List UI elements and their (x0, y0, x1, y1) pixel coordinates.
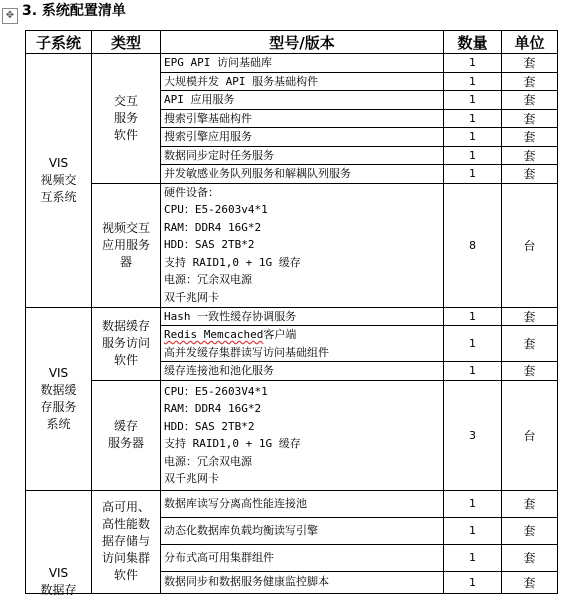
qty-cell: 1 (444, 128, 502, 147)
model-cell: 数据库读写分离高性能连接池 (161, 490, 444, 517)
unit-cell: 台 (502, 380, 558, 490)
model-line: 高并发缓存集群读写访问基础组件 (164, 345, 329, 359)
unit-cell: 套 (502, 54, 558, 73)
model-text-redis: Redis Memcached (164, 328, 264, 341)
model-cell: 搜索引擎应用服务 (161, 128, 444, 147)
unit-cell: 套 (502, 571, 558, 593)
model-cell: 分布式高可用集群组件 (161, 544, 444, 571)
type-cell-ha-storage-software: 高可用、 高性能数 据存储与 访问集群 软件 (92, 490, 161, 593)
model-cell: API 应用服务 (161, 91, 444, 110)
unit-cell: 套 (502, 72, 558, 91)
table-row (26, 54, 558, 73)
system-cell-data-storage (26, 490, 92, 597)
header-system: 子系统 (26, 31, 92, 54)
qty-cell: 1 (444, 307, 502, 326)
unit-cell: 套 (502, 307, 558, 326)
unit-cell: 套 (502, 517, 558, 544)
model-text-client: 客户端 (263, 328, 297, 341)
qty-cell: 1 (444, 517, 502, 544)
model-cell: Hash 一致性缓存协调服务 (161, 307, 444, 326)
unit-cell: 套 (502, 165, 558, 184)
header-type: 类型 (92, 31, 161, 54)
model-cell: 并发敏感业务队列服务和解耦队列服务 (161, 165, 444, 184)
system-cell-text: VIS 数据存 (40, 565, 77, 597)
unit-cell: 套 (502, 544, 558, 571)
unit-cell: 套 (502, 128, 558, 147)
unit-cell: 台 (502, 183, 558, 307)
table-row (26, 183, 558, 307)
qty-cell: 1 (444, 544, 502, 571)
unit-cell: 套 (502, 146, 558, 165)
qty-cell: 1 (444, 571, 502, 593)
unit-cell: 套 (502, 109, 558, 128)
unit-cell: 套 (502, 326, 558, 362)
type-cell-cache-access-software: 数据缓存 服务访问 软件 (92, 307, 161, 380)
model-cell: 缓存连接池和池化服务 (161, 362, 444, 381)
model-cell: 数据同步和数据服务健康监控脚本 (161, 571, 444, 593)
model-line (164, 326, 443, 344)
unit-cell: 套 (502, 362, 558, 381)
qty-cell: 1 (444, 490, 502, 517)
model-cell: 搜索引擎基础构件 (161, 109, 444, 128)
type-cell-video-app-server: 视频交互 应用服务 器 (92, 183, 161, 307)
system-config-table (25, 30, 558, 597)
qty-cell: 1 (444, 72, 502, 91)
qty-cell: 1 (444, 362, 502, 381)
header-qty: 数量 (444, 31, 502, 54)
unit-cell: 套 (502, 490, 558, 517)
qty-cell: 1 (444, 326, 502, 362)
unit-cell: 套 (502, 91, 558, 110)
qty-cell: 8 (444, 183, 502, 307)
qty-cell: 1 (444, 109, 502, 128)
system-cell-cache-service: VIS 数据缓 存服务 系统 (26, 307, 92, 490)
table-row (26, 307, 558, 326)
model-cell: 大规模并发 API 服务基础构件 (161, 72, 444, 91)
table-row (26, 490, 558, 517)
table-header-row (26, 31, 558, 54)
model-cell: 动态化数据库负载均衡读写引擎 (161, 517, 444, 544)
table-row (26, 380, 558, 490)
qty-cell: 1 (444, 146, 502, 165)
model-cell: EPG API 访问基础库 (161, 54, 444, 73)
table-move-handle-icon[interactable]: ✥ (2, 8, 18, 24)
qty-cell: 3 (444, 380, 502, 490)
model-cell-hardware: CPU：E5-2603V4*1 RAM：DDR4 16G*2 HDD：SAS 2TB*2 支持 RAID1,0 + 1G 缓存 电源：冗余双电源 双千兆网卡 (161, 380, 444, 490)
header-unit: 单位 (502, 31, 558, 54)
qty-cell: 1 (444, 165, 502, 184)
model-cell (161, 326, 444, 362)
header-model: 型号/版本 (161, 31, 444, 54)
model-cell-hardware: 硬件设备： CPU：E5-2603v4*1 RAM：DDR4 16G*2 HDD：SAS 2TB*2 支持 RAID1,0 + 1G 缓存 电源：冗余双电源 双千兆网卡 (161, 183, 444, 307)
model-cell: 数据同步定时任务服务 (161, 146, 444, 165)
type-cell-interaction-software: 交互 服务 软件 (92, 54, 161, 184)
section-heading: 3. 系统配置清单 (22, 3, 126, 19)
type-cell-cache-server: 缓存 服务器 (92, 380, 161, 490)
system-cell-video-interaction: VIS 视频交 互系统 (26, 54, 92, 308)
qty-cell: 1 (444, 91, 502, 110)
qty-cell: 1 (444, 54, 502, 73)
